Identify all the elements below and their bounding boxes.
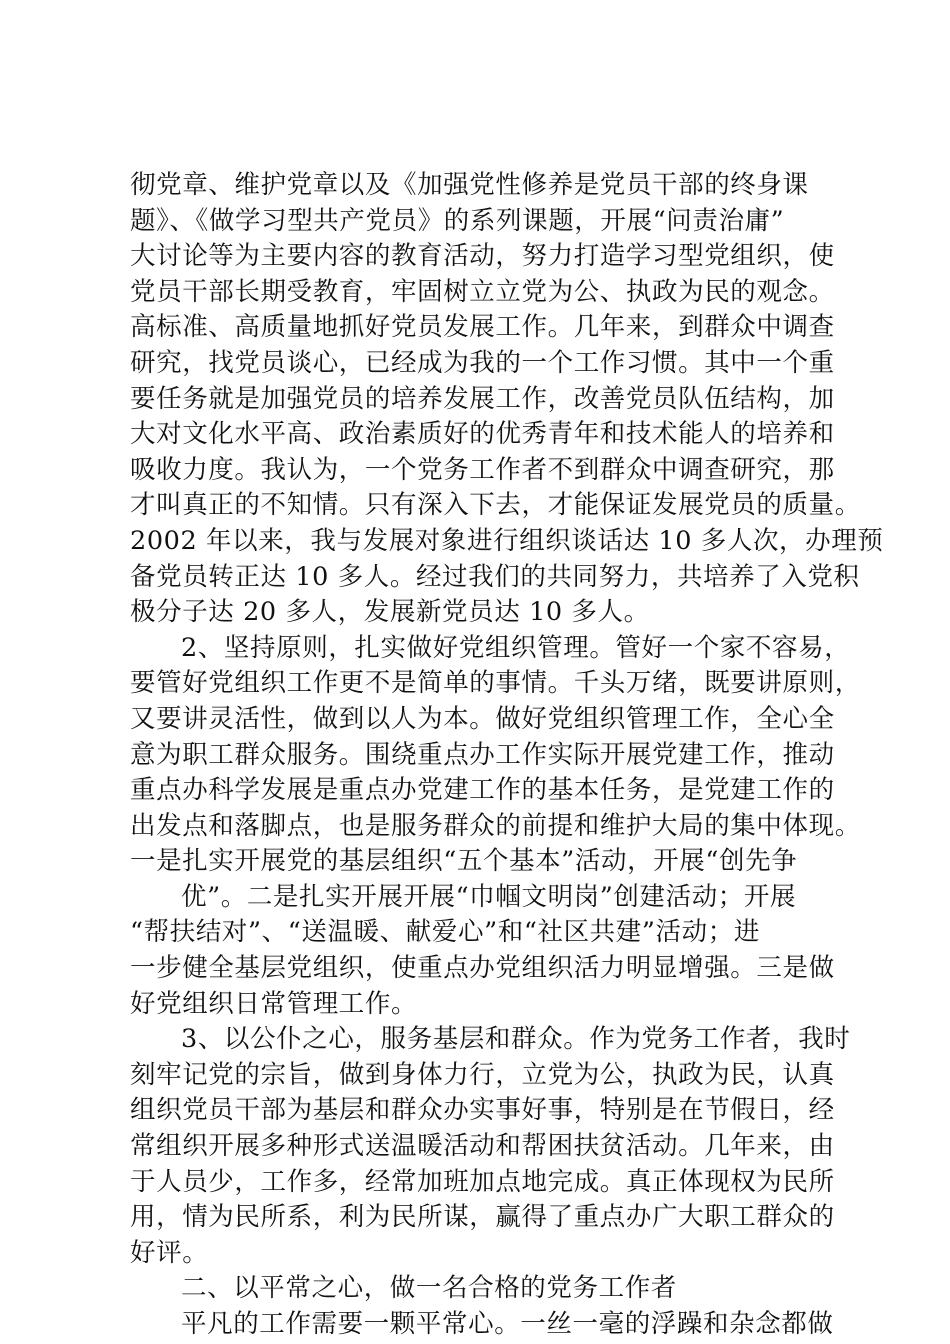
text-line: 刻牢记党的宗旨，做到身体力行，立党为公，执政为民，认真	[130, 1059, 835, 1090]
text-line: 2、坚持原则，扎实做好党组织管理。管好一个家不容易，	[181, 632, 851, 663]
text-line: 组织党员干部为基层和群众办实事好事，特别是在节假日，经	[130, 1095, 835, 1126]
text-line: 极分子达 20 多人，发展新党员达 10 多人。	[130, 597, 650, 628]
text-line: 一是扎实开展党的基层组织“五个基本”活动，开展“创先争	[130, 846, 798, 877]
body-text	[130, 168, 884, 1343]
text-line: 党员干部长期受教育，牢固树立立党为公、执政为民的观念。	[130, 276, 835, 307]
text-line: 二、以平常之心，做一名合格的党务工作者	[181, 1273, 677, 1304]
text-line: 大讨论等为主要内容的教育活动，努力打造学习型党组织，使	[130, 241, 835, 272]
text-line: 2002 年以来，我与发展对象进行组织谈话达 10 多人次，办理预	[130, 525, 884, 556]
text-line: 备党员转正达 10 多人。经过我们的共同努力，共培养了入党积	[130, 561, 860, 592]
text-line: 意为职工群众服务。围绕重点办工作实际开展党建工作，推动	[130, 739, 835, 770]
text-line: 优”。二是扎实开展开展“巾帼文明岗”创建活动；开展	[181, 881, 797, 912]
text-line: 彻党章、维护党章以及《加强党性修养是党员干部的终身课	[130, 170, 809, 200]
text-line: 高标准、高质量地抓好党员发展工作。几年来，到群众中调查	[130, 312, 835, 343]
text-line: 好评。	[130, 1237, 209, 1268]
text-line: 用，情为民所系，利为民所谋，赢得了重点办广大职工群众的	[130, 1202, 835, 1233]
text-line: 平凡的工作需要一颗平常心。一丝一毫的浮躁和杂念都做	[181, 1309, 834, 1339]
text-line: 一步健全基层党组织，使重点办党组织活力明显增强。三是做	[130, 953, 835, 984]
text-line: 出发点和落脚点，也是服务群众的前提和维护大局的集中体现。	[130, 810, 861, 841]
text-line: 研究，找党员谈心，已经成为我的一个工作习惯。其中一个重	[130, 347, 835, 378]
text-line: 题》、《做学习型共产党员》的系列课题，开展“问责治庸”	[130, 205, 785, 236]
text-line: 要任务就是加强党员的培养发展工作，改善党员队伍结构，加	[130, 383, 835, 414]
text-line: 吸收力度。我认为，一个党务工作者不到群众中调查研究，那	[130, 454, 835, 485]
text-line: 好党组织日常管理工作。	[130, 988, 418, 1019]
text-line: 常组织开展多种形式送温暖活动和帮困扶贫活动。几年来，由	[130, 1131, 835, 1162]
text-line: 又要讲灵活性，做到以人为本。做好党组织管理工作，全心全	[130, 703, 835, 734]
text-line: 大对文化水平高、政治素质好的优秀青年和技术能人的培养和	[130, 419, 835, 450]
text-line: 才叫真正的不知情。只有深入下去，才能保证发展党员的质量。	[130, 490, 861, 521]
text-line: 重点办科学发展是重点办党建工作的基本任务，是党建工作的	[130, 775, 835, 806]
text-line: “帮扶结对”、“送温暖、献爱心”和“社区共建”活动；进	[130, 917, 760, 948]
text-line: 要管好党组织工作更不是简单的事情。千头万绪，既要讲原则，	[130, 668, 861, 699]
text-line: 3、以公仆之心，服务基层和群众。作为党务工作者，我时	[181, 1024, 851, 1055]
text-line: 于人员少，工作多，经常加班加点地完成。真正体现权为民所	[130, 1166, 835, 1197]
